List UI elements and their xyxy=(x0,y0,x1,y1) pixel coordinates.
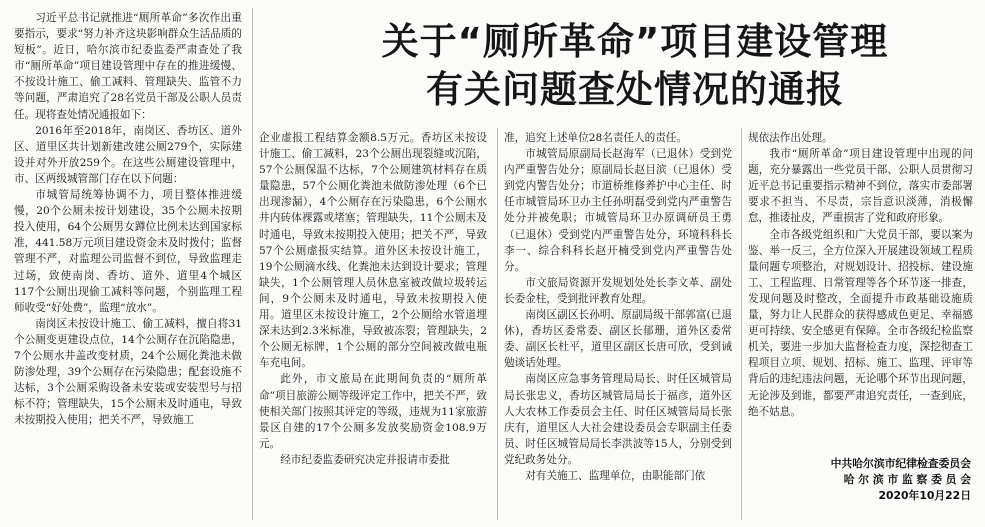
signature-issuer-1: 中共哈尔滨市纪律检查委员会 xyxy=(830,457,971,470)
paragraph: 此外，市文旅局在此期间负责的“厕所革命”项目旅游公厕等级评定工作中，把关不严，致使相关部门按照其评定的等级，违规为11家旅游景区自建的17个公厕多发放奖励资金108.9万元。 xyxy=(259,373,487,450)
column-divider xyxy=(497,128,498,520)
paragraph: 企业虚报工程结算金额8.5万元。香坊区未按设计施工、偷工减料，23个公厕出现裂缝或沉陷，57个公厕保温不达标，7个公厕建筑材料存在质量隐患，57个公厕化粪池未做防渗处理（6个已出现渗漏），4个公厕存在污染隐患，6个公厕水井内砖体裸露或堵塞；管理缺失，11个公厕未及时通电，导致未按期投入使用；把关不严，导致57个公厕虚报实结算。道外区未按设计施工，19个公厕滴水线、化粪池未达到设计要求；管理缺失，1个公厕管理人员休息室被改做垃圾转运间，9个公厕未及时通电，导致未按期投入使用。道里区未按设计施工，2个公厕给水管道埋深未达到2.3米标准，导致被冻裂；管理缺失，2个公厕无标牌，1个公厕的部分空间被改做电瓶车充电间。 xyxy=(259,132,487,370)
signature-date: 2020年10月22日 xyxy=(878,489,971,502)
column-divider xyxy=(252,8,253,520)
column-divider xyxy=(741,128,742,520)
paragraph: 2016年至2018年，南岗区、香坊区、道外区、道里区共计划新建改建公厕279个，实际建设并对外开放259个。在这些公厕建设管理中，市、区两级城管部门存在以下问题： xyxy=(14,124,242,185)
paragraph: 南岗区未按设计施工、偷工减料，擅自将31个公厕变更建设点位，14个公厕存在沉陷隐患，7个公厕水井盖改变材质，24个公厕化粪池未做防渗处理，39个公厕存在污染隐患；配套设施不达标，3个公厕采购设备未安装或安装型号与招标不符；管理缺失，15个公厕未及时通电，导致未按期投入使用；把关不严，导致施工 xyxy=(14,317,242,427)
signature-issuer-2: 哈 尔 滨 市 监 察 委 员 会 xyxy=(843,473,971,486)
paragraph: 市文旅局资源开发规划处处长李文革、副处长委金柱，受到批评教育处理。 xyxy=(504,276,732,305)
paragraph: 全市各级党组织和广大党员干部，要以案为鉴、举一反三，全方位深入开展建设领域工程质量问题专项整治，对规划设计、招投标、建设施工、工程监理、日常管理等各个环节逐一排查，发现问题及时整改，全面提升市政基础设施质量，努力让人民群众的获得感成色更足、幸福感更可持续、安全感更有保障。全市各级纪检监察机关，要进一步加大监督检查力度，深挖彻查工程项目立项、规划、招标、施工、监理、评审等背后的违纪违法问题，无论哪个环节出现问题，无论涉及到谁，都要严肃追究责任，一查到底，绝不姑息。 xyxy=(748,228,973,418)
article-column-2 xyxy=(259,130,487,522)
paragraph: 市城管局原副局长赵海军（已退休）受到党内严重警告处分；原副局长赵目滨（已退休）受到党内警告处分；市道桥维修养护中心主任、时任市城管局环卫办主任孙明磊受到党内严重警告处分并被免职；市城管局环卫办原调研员王勇（已退休）受到党内严重警告处分，环境科科长李一、综合科科长赵开楠受到党内严重警告处分。 xyxy=(504,148,732,273)
article-column-1 xyxy=(14,10,242,522)
paragraph: 习近平总书记就推进“厕所革命”多次作出重要指示，要求“努力补齐这块影响群众生活品质的短板”。近日，哈尔滨市纪委监委严肃查处了我市“厕所革命”项目建设管理中存在的推进缓慢、不按设计施工、偷工减料、管理缺失、监管不力等问题，严肃追究了28名党员干部及公职人员责任。现将查处情况通报如下： xyxy=(14,12,242,121)
paragraph: 对有关施工、监理单位，由职能部门依 xyxy=(525,469,706,482)
paragraph: 规依法作出处理。 xyxy=(748,132,833,144)
article-column-4 xyxy=(748,130,973,450)
paragraph: 经市纪委监委研究决定并报请市委批 xyxy=(280,453,450,466)
headline-line-2: 有关问题查处情况的通报 xyxy=(426,68,844,111)
paragraph: 南岗区副区长孙明、原副局级干部郭富(已退休)，香坊区委常委、副区长郁珊，道外区委常委、副区长杜平，道里区副区长唐可欣，受到诫勉谈话处理。 xyxy=(504,309,732,370)
article-column-3 xyxy=(504,130,732,522)
paragraph: 南岗区应急事务管理局局长、时任区城管局局长张忠义，香坊区城管局局长于福彦，道外区人大农林工作委员会主任、时任区城管局局长张庆有，道里区人大社会建设委员会专职副主任委员、时任区城管局局长李洪波等15人，分别受到党纪政务处分。 xyxy=(504,373,732,466)
headline-line-1: 关于“厕所革命”项目建设管理 xyxy=(381,20,889,63)
paragraph: 准，追究上述单位28名责任人的责任。 xyxy=(504,132,687,144)
paragraph: 我市“厕所革命”项目建设管理中出现的问题，充分暴露出一些党员干部、公职人员贯彻习近平总书记重要指示精神不到位，落实市委部署要求不担当、不尽责，宗旨意识淡薄，消极懈怠，推诿扯皮，严重损害了党和政府形象。 xyxy=(748,148,973,225)
paragraph: 市城管局统筹协调不力，项目整体推进缓慢，20个公厕未按计划建设，35个公厕未按期投入使用，64个公厕男女蹲位比例未达到国家标准，441.58万元项目建设资金未及时拨付；监督管理不严，对监理公司监督不到位，导致监理走过场，致使南岗、香坊、道外、道里4个城区117个公厕出现偷工减料等问题，个别监理工程师收受“好处费”，监理“放水”。 xyxy=(14,189,242,314)
article-headline xyxy=(290,18,980,114)
signature-block xyxy=(751,456,971,504)
